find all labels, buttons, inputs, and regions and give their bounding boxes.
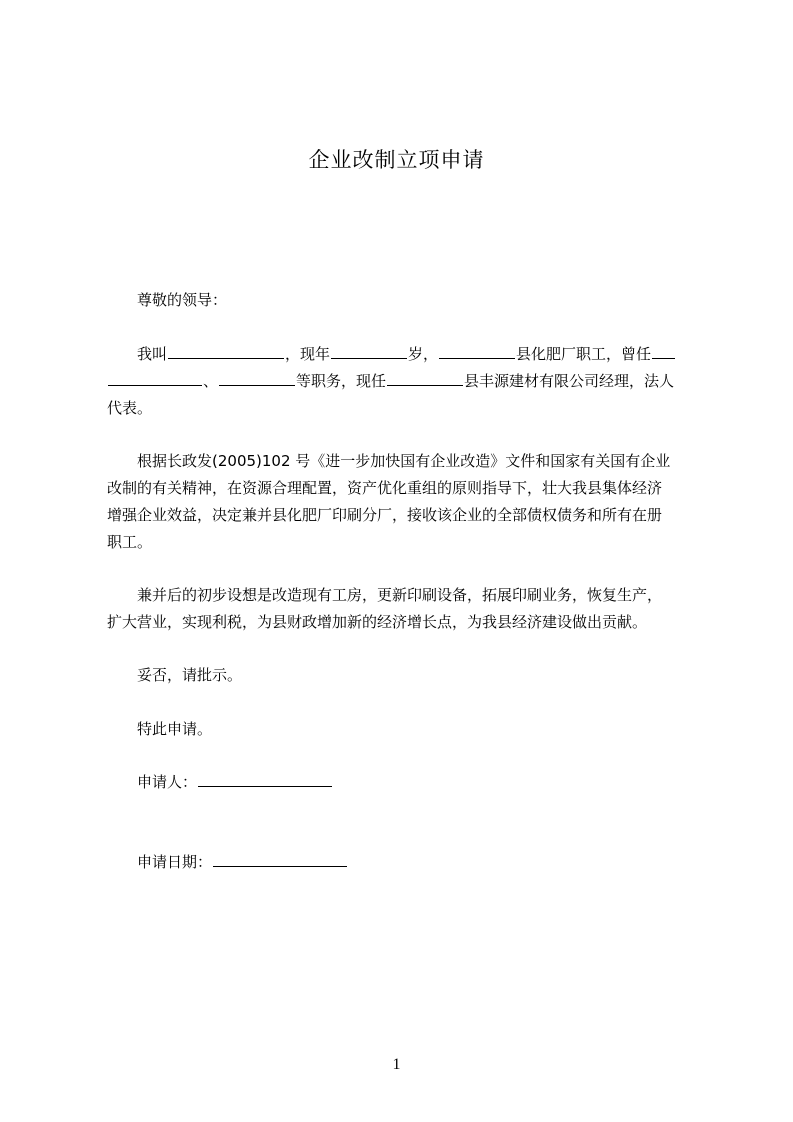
basis-line-3: 增强企业效益，决定兼并县化肥厂印刷分厂，接收该企业的全部债权债务和所有在册 (107, 506, 663, 524)
plan-line-1: 兼并后的初步设想是改造现有工房，更新印刷设备，拓展印刷业务，恢复生产， (137, 586, 663, 604)
intro-text-2: ，现年 (285, 345, 331, 363)
intro-line-3: 代表。 (107, 399, 153, 417)
date-line (137, 852, 348, 872)
name-blank (168, 344, 284, 359)
intro-text-5: 、 (203, 372, 219, 390)
intro-text-3: 岁， (408, 345, 439, 363)
basis-line-1: 根据长政发(2005)102 号《进一步加快国有企业改造》文件和国家有关国有企业 (137, 452, 671, 470)
date-label: 申请日期： (137, 853, 213, 871)
intro-text-7: 县丰源建材有限公司经理，法人 (464, 372, 675, 390)
closing-line: 特此申请。 (137, 720, 213, 738)
basis-line-4: 职工。 (107, 533, 153, 551)
intro-text-4: 县化肥厂职工，曾任 (516, 345, 652, 363)
age-blank (331, 344, 407, 359)
intro-line-1 (137, 344, 676, 364)
former-position-blank-c (219, 371, 295, 386)
intro-text-6: 等职务，现任 (296, 372, 387, 390)
request-line: 妥否，请批示。 (137, 666, 243, 684)
basis-line-2: 改制的有关精神，在资源合理配置，资产优化重组的原则指导下，壮大我县集体经济 (107, 479, 663, 497)
document-title: 企业改制立项申请 (308, 148, 485, 172)
current-company-blank (387, 371, 463, 386)
intro-line-2 (107, 371, 674, 391)
salutation: 尊敬的领导： (137, 291, 228, 309)
former-position-blank-a (652, 344, 675, 359)
applicant-label: 申请人： (137, 773, 198, 791)
plant-blank (439, 344, 515, 359)
page-number: 1 (392, 1056, 401, 1073)
plan-line-2: 扩大营业，实现利税，为县财政增加新的经济增长点，为我县经济建设做出贡献。 (107, 613, 648, 631)
intro-text-1: 我叫 (137, 345, 168, 363)
date-blank (213, 852, 347, 867)
applicant-blank (198, 772, 332, 787)
applicant-line (137, 772, 333, 792)
former-position-blank-b (108, 371, 202, 386)
